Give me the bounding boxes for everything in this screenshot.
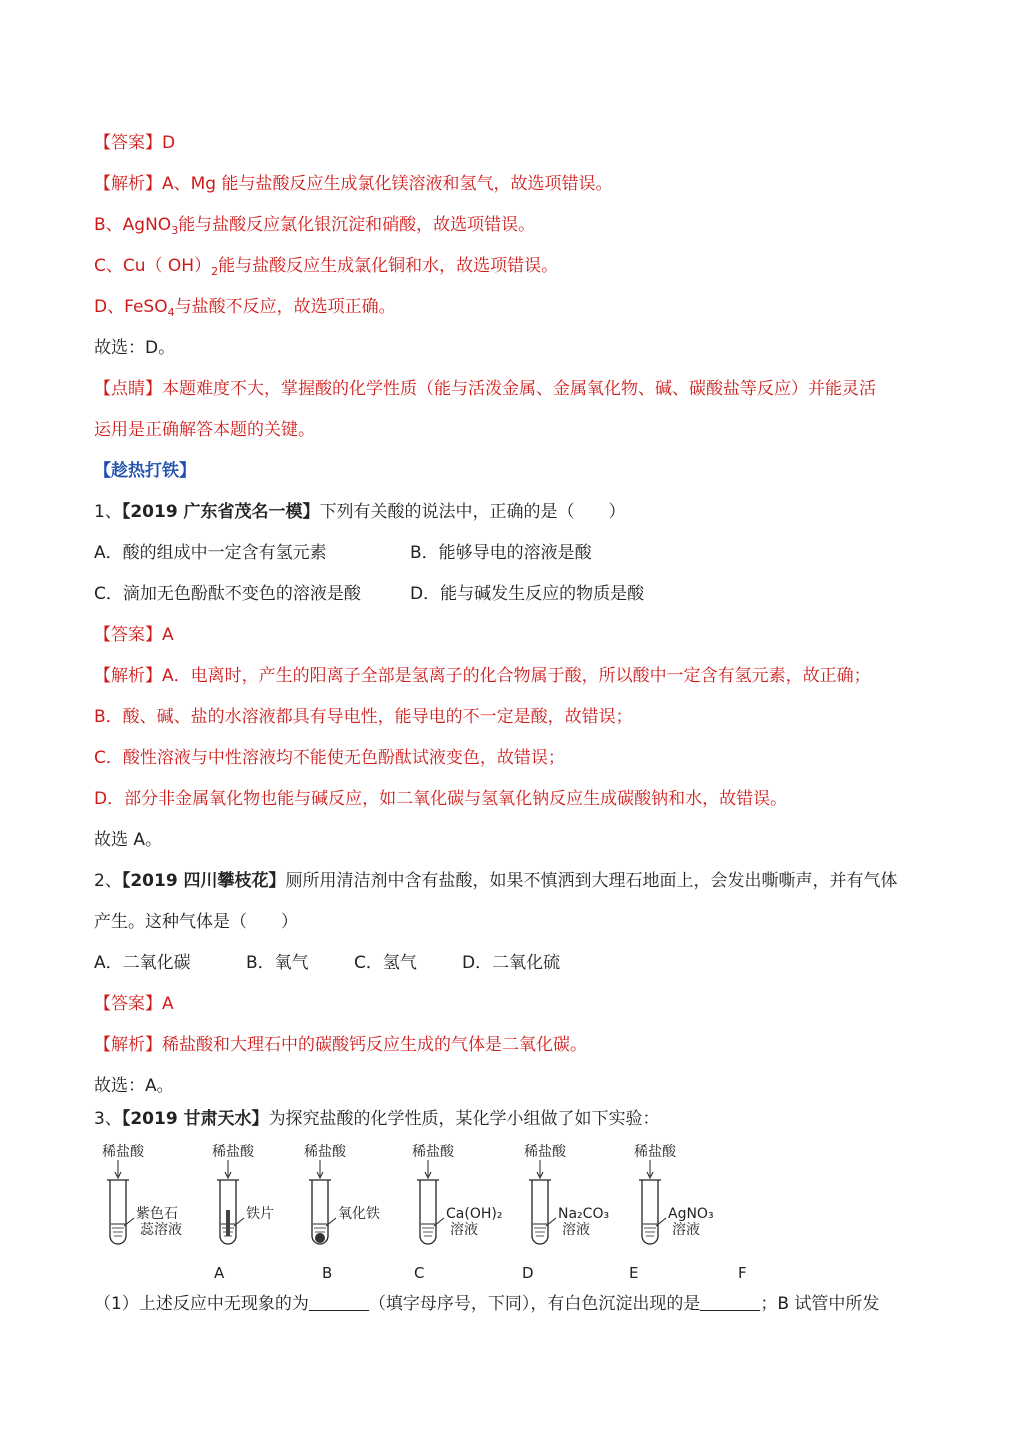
liquid-hatch [112, 1228, 124, 1236]
liquid-hatch [422, 1228, 434, 1236]
explanation-1-a: 【解析】A、Mg 能与盐酸反应生成氯化镁溶液和氢气，故选项错误。 [94, 174, 613, 194]
tube-top-label: 稀盐酸 [304, 1144, 346, 1160]
tip-line-1: 【点睛】本题难度不大，掌握酸的化学性质（能与活泼金属、金属氧化物、碱、碳酸盐等反应）并能灵活 [94, 379, 876, 399]
test-tubes-figure [94, 1138, 774, 1288]
explanation-q2: 【解析】稀盐酸和大理石中的碳酸钙反应生成的气体是二氧化碳。 [94, 1035, 587, 1055]
test-tube [420, 1180, 436, 1244]
section-heading: 【趁热打铁】 [94, 461, 196, 481]
answer-q2: 【答案】A [94, 994, 174, 1014]
conclusion-1: 故选：D。 [94, 338, 176, 358]
question-1: 1、【2019 广东省茂名一模】下列有关酸的说法中，正确的是（ ） [94, 502, 626, 522]
tube-reagent-label: Na₂CO₃ [558, 1206, 610, 1222]
tube-reagent-label: Ca(OH)₂ [446, 1206, 503, 1222]
explanation-1-b: B、AgNO$_3$能与盐酸反应氯化银沉淀和硝酸，故选项错误。 [94, 215, 536, 237]
tube-reagent-label: 溶液 [562, 1222, 590, 1238]
question-3-sub-1: （1）上述反应中无现象的为 （填字母序号，下同），有白色沉淀出现的是 ；B 试管中所发 [94, 1294, 880, 1314]
q2-options: A．二氧化碳 B．氧气 C．氢气 D．二氧化硫 [94, 953, 561, 973]
tube-reagent-label: 紫色石 [136, 1206, 178, 1222]
tube-reagent-label: 蕊溶液 [140, 1222, 182, 1238]
tube-reagent-label: 溶液 [450, 1222, 478, 1238]
q1-options-ab: A．酸的组成中一定含有氢元素 B．能够导电的溶液是酸 [94, 543, 592, 563]
explanation-1-c: C、Cu（ $OH)_2$能与盐酸反应生成氯化铜和水，故选项错误。 [94, 256, 559, 278]
tube-letter: D [522, 1264, 534, 1282]
tube-reagent-label: 氧化铁 [338, 1206, 380, 1222]
question-2-line-2: 产生。这种气体是（ ） [94, 912, 298, 932]
iron-piece [226, 1210, 230, 1236]
test-tube [532, 1180, 548, 1244]
tube-reagent-label: 溶液 [672, 1222, 700, 1238]
explanation-q1-c: C．酸性溶液与中性溶液均不能使无色酚酞试液变色，故错误； [94, 748, 565, 768]
answer-1: 【答案】D [94, 133, 176, 153]
tube-top-label: 稀盐酸 [102, 1144, 144, 1160]
tube-reagent-label: 铁片 [246, 1206, 274, 1222]
tube-top-label: 稀盐酸 [412, 1144, 454, 1160]
answer-q1: 【答案】A [94, 625, 174, 645]
explanation-q1-a: 【解析】A．电离时，产生的阳离子全部是氢离子的化合物属于酸，所以酸中一定含有氢元素，故正确； [94, 666, 871, 686]
tube-letter: A [214, 1264, 225, 1282]
tube-top-label: 稀盐酸 [634, 1144, 676, 1160]
question-3: 3、【2019 甘肃天水】为探究盐酸的化学性质，某化学小组做了如下实验： [94, 1109, 660, 1129]
conclusion-q1: 故选 A。 [94, 830, 163, 850]
q1-options-cd: C．滴加无色酚酞不变色的溶液是酸 D．能与碱发生反应的物质是酸 [94, 584, 645, 604]
tube-letter: C [414, 1264, 425, 1282]
test-tube [642, 1180, 658, 1244]
tube-top-label: 稀盐酸 [524, 1144, 566, 1160]
tube-letter: B [322, 1264, 333, 1282]
tube-reagent-label: AgNO₃ [668, 1206, 714, 1222]
conclusion-q2: 故选：A。 [94, 1076, 174, 1096]
tube-letter: F [738, 1264, 747, 1282]
answer-blank[interactable] [309, 1294, 369, 1311]
liquid-hatch [644, 1228, 656, 1236]
question-2-line-1: 2、【2019 四川攀枝花】厕所用清洁剂中含有盐酸，如果不慎洒到大理石地面上，会发出嘶嘶声，并有气体 [94, 871, 898, 891]
tube-letter: E [629, 1264, 639, 1282]
tip-line-2: 运用是正确解答本题的关键。 [94, 420, 315, 440]
answer-blank[interactable] [700, 1294, 760, 1311]
explanation-1-d: D、FeSO$_4$与盐酸不反应，故选项正确。 [94, 297, 396, 319]
test-tube [110, 1180, 126, 1244]
tube-top-label: 稀盐酸 [212, 1144, 254, 1160]
iron-oxide-powder [315, 1233, 325, 1243]
explanation-q1-b: B．酸、碱、盐的水溶液都具有导电性，能导电的不一定是酸，故错误； [94, 707, 633, 727]
explanation-q1-d: D．部分非金属氧化物也能与碱反应，如二氧化碳与氢氧化钠反应生成碳酸钠和水，故错误。 [94, 789, 788, 809]
liquid-hatch [534, 1228, 546, 1236]
